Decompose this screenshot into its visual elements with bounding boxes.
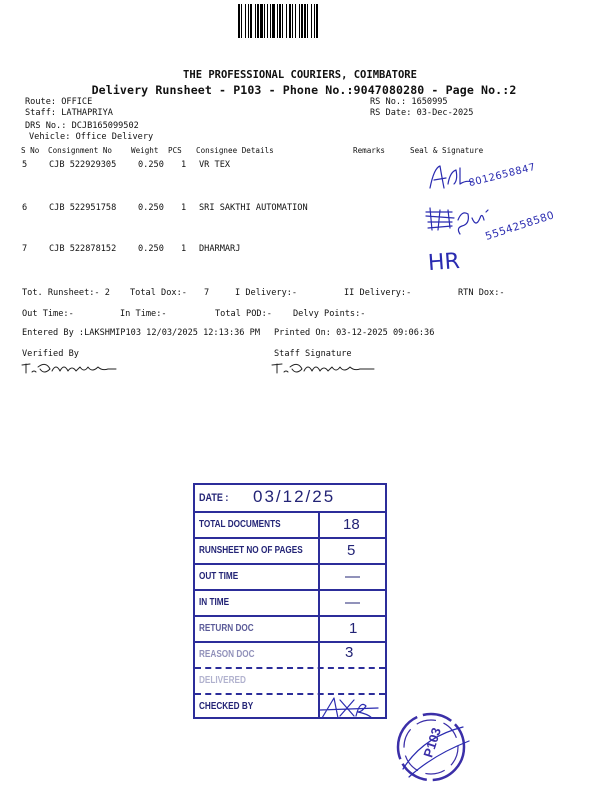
office-stamp <box>193 483 387 719</box>
staff-text: Staff: LATHAPRIYA <box>25 108 113 118</box>
stamp-value-return-doc: 1 <box>349 620 358 637</box>
col-pcs: PCS <box>168 146 182 155</box>
verified-by-label: Verified By <box>22 349 79 359</box>
barcode <box>236 4 362 42</box>
row5-seal <box>420 158 540 202</box>
route-text: Route: OFFICE <box>25 97 93 107</box>
stamp-row <box>195 641 385 667</box>
row5-pcs: 1 <box>181 160 187 170</box>
i-delivery: I Delivery:- <box>235 288 298 298</box>
stamp-row <box>195 537 385 563</box>
row6-pcs: 1 <box>181 203 187 213</box>
barcode-bar <box>267 4 268 38</box>
checked-by-signature <box>318 692 382 722</box>
entered-by: Entered By :LAKSHMIP103 12/03/2025 12:13:36 PM <box>22 328 260 338</box>
stamp-label-delivered: DELIVERED <box>199 675 246 686</box>
barcode-bar <box>295 4 296 38</box>
row6-consignment: CJB 522951758 <box>49 203 117 213</box>
rs-date: RS Date: 03-Dec-2025 <box>370 108 474 118</box>
barcode-bar <box>304 4 306 38</box>
total-dox-label: Total Dox:- <box>130 288 187 298</box>
row7-consignment: CJB 522878152 <box>49 244 117 254</box>
runsheet-title: Delivery Runsheet - P103 - Phone No.:9047080280 - Page No.:2 <box>91 83 517 97</box>
stamp-label-runsheet-pages: RUNSHEET NO OF PAGES <box>199 545 303 556</box>
company-title: THE PROFESSIONAL COURIERS, COIMBATORE <box>183 69 417 81</box>
barcode-bar <box>260 4 263 38</box>
stamp-label-checked-by: CHECKED BY <box>199 701 254 712</box>
col-consignee: Consignee Details <box>196 146 274 155</box>
stamp-value-reason-doc: 3 <box>345 644 354 661</box>
row7-pcs: 1 <box>181 244 187 254</box>
col-remarks: Remarks <box>353 146 386 155</box>
round-seal <box>393 707 473 791</box>
vehicle-text: Vehicle: Office Delivery <box>29 132 154 142</box>
barcode-bar <box>255 4 256 38</box>
barcode-bar <box>299 4 300 38</box>
barcode-bar <box>257 4 259 38</box>
row6-seal <box>422 200 582 249</box>
barcode-bar <box>289 4 291 38</box>
stamp-label-reason-doc: REASON DOC <box>199 649 255 660</box>
barcode-bar <box>250 4 252 38</box>
barcode-bar <box>279 4 281 38</box>
barcode-bar <box>282 4 283 38</box>
barcode-bar <box>238 4 240 38</box>
row6-signature <box>422 200 582 245</box>
col-seal-signature: Seal & Signature <box>410 146 484 155</box>
barcode-bar <box>241 4 242 38</box>
stamp-row <box>195 667 385 693</box>
printed-on: Printed On: 03-12-2025 09:06:36 <box>274 328 435 338</box>
barcode-bar <box>286 4 287 38</box>
out-time: Out Time:- <box>22 309 74 319</box>
row6-phone-handwritten: 5554258580 <box>483 209 556 243</box>
total-pod: Total POD:- <box>215 309 272 319</box>
row7-initials-handwritten: HR <box>427 248 461 277</box>
total-dox-value: 7 <box>204 288 210 298</box>
stamp-label-return-doc: RETURN DOC <box>199 623 254 634</box>
staff-signature-label: Staff Signature <box>274 349 352 359</box>
barcode-graphic <box>236 4 362 38</box>
in-time: In Time:- <box>120 309 167 319</box>
stamp-label-out-time: OUT TIME <box>199 571 239 582</box>
barcode-bar <box>245 4 246 38</box>
verified-signature <box>20 357 130 379</box>
barcode-bar <box>314 4 315 38</box>
col-weight: Weight <box>131 146 159 155</box>
stamp-value-in-time: — <box>345 594 360 611</box>
barcode-bar <box>311 4 312 38</box>
stamp-value-total-documents: 18 <box>343 516 360 533</box>
stamp-value-out-time: — <box>345 568 360 585</box>
row7-consignee: DHARMARJ <box>199 244 241 254</box>
round-seal-text: P103 <box>420 725 445 760</box>
row5-consignee: VR TEX <box>199 160 231 170</box>
staff-signature <box>270 357 390 379</box>
row5-consignment: CJB 522929305 <box>49 160 117 170</box>
row5-phone-handwritten: 8012658847 <box>467 161 537 190</box>
col-sno: S No <box>21 146 40 155</box>
row6-sno: 6 <box>22 203 28 213</box>
stamp-value-runsheet-pages: 5 <box>347 542 356 559</box>
col-consignment: Consignment No <box>48 146 113 155</box>
barcode-bar <box>316 4 318 38</box>
barcode-bar <box>292 4 293 38</box>
delvy-points: Delvy Points:- <box>293 309 366 319</box>
barcode-bar <box>301 4 303 38</box>
barcode-bar <box>248 4 249 38</box>
barcode-bar <box>270 4 271 38</box>
row7-weight: 0.250 <box>138 244 164 254</box>
drs-number: DRS No.: DCJB165099502 <box>25 121 139 131</box>
stamp-date-value: 03/12/25 <box>253 487 336 506</box>
barcode-bar <box>264 4 265 38</box>
rtn-dox: RTN Dox:- <box>458 288 505 298</box>
stamp-label-total-documents: TOTAL DOCUMENTS <box>199 519 281 530</box>
row5-sno: 5 <box>22 160 28 170</box>
stamp-row <box>195 511 385 537</box>
row6-weight: 0.250 <box>138 203 164 213</box>
stamp-row <box>195 615 385 641</box>
stamp-label-in-time: IN TIME <box>199 597 230 608</box>
stamp-date-label: DATE : <box>199 492 229 504</box>
ii-delivery: II Delivery:- <box>344 288 412 298</box>
row6-consignee: SRI SAKTHI AUTOMATION <box>199 203 308 213</box>
barcode-bar <box>277 4 278 38</box>
row7-sno: 7 <box>22 244 28 254</box>
row5-weight: 0.250 <box>138 160 164 170</box>
tot-runsheet: Tot. Runsheet:- 2 <box>22 288 110 298</box>
barcode-bar <box>272 4 275 38</box>
stamp-row <box>195 589 385 615</box>
stamp-row <box>195 563 385 589</box>
rs-number: RS No.: 1650995 <box>370 97 448 107</box>
barcode-bar <box>307 4 308 38</box>
